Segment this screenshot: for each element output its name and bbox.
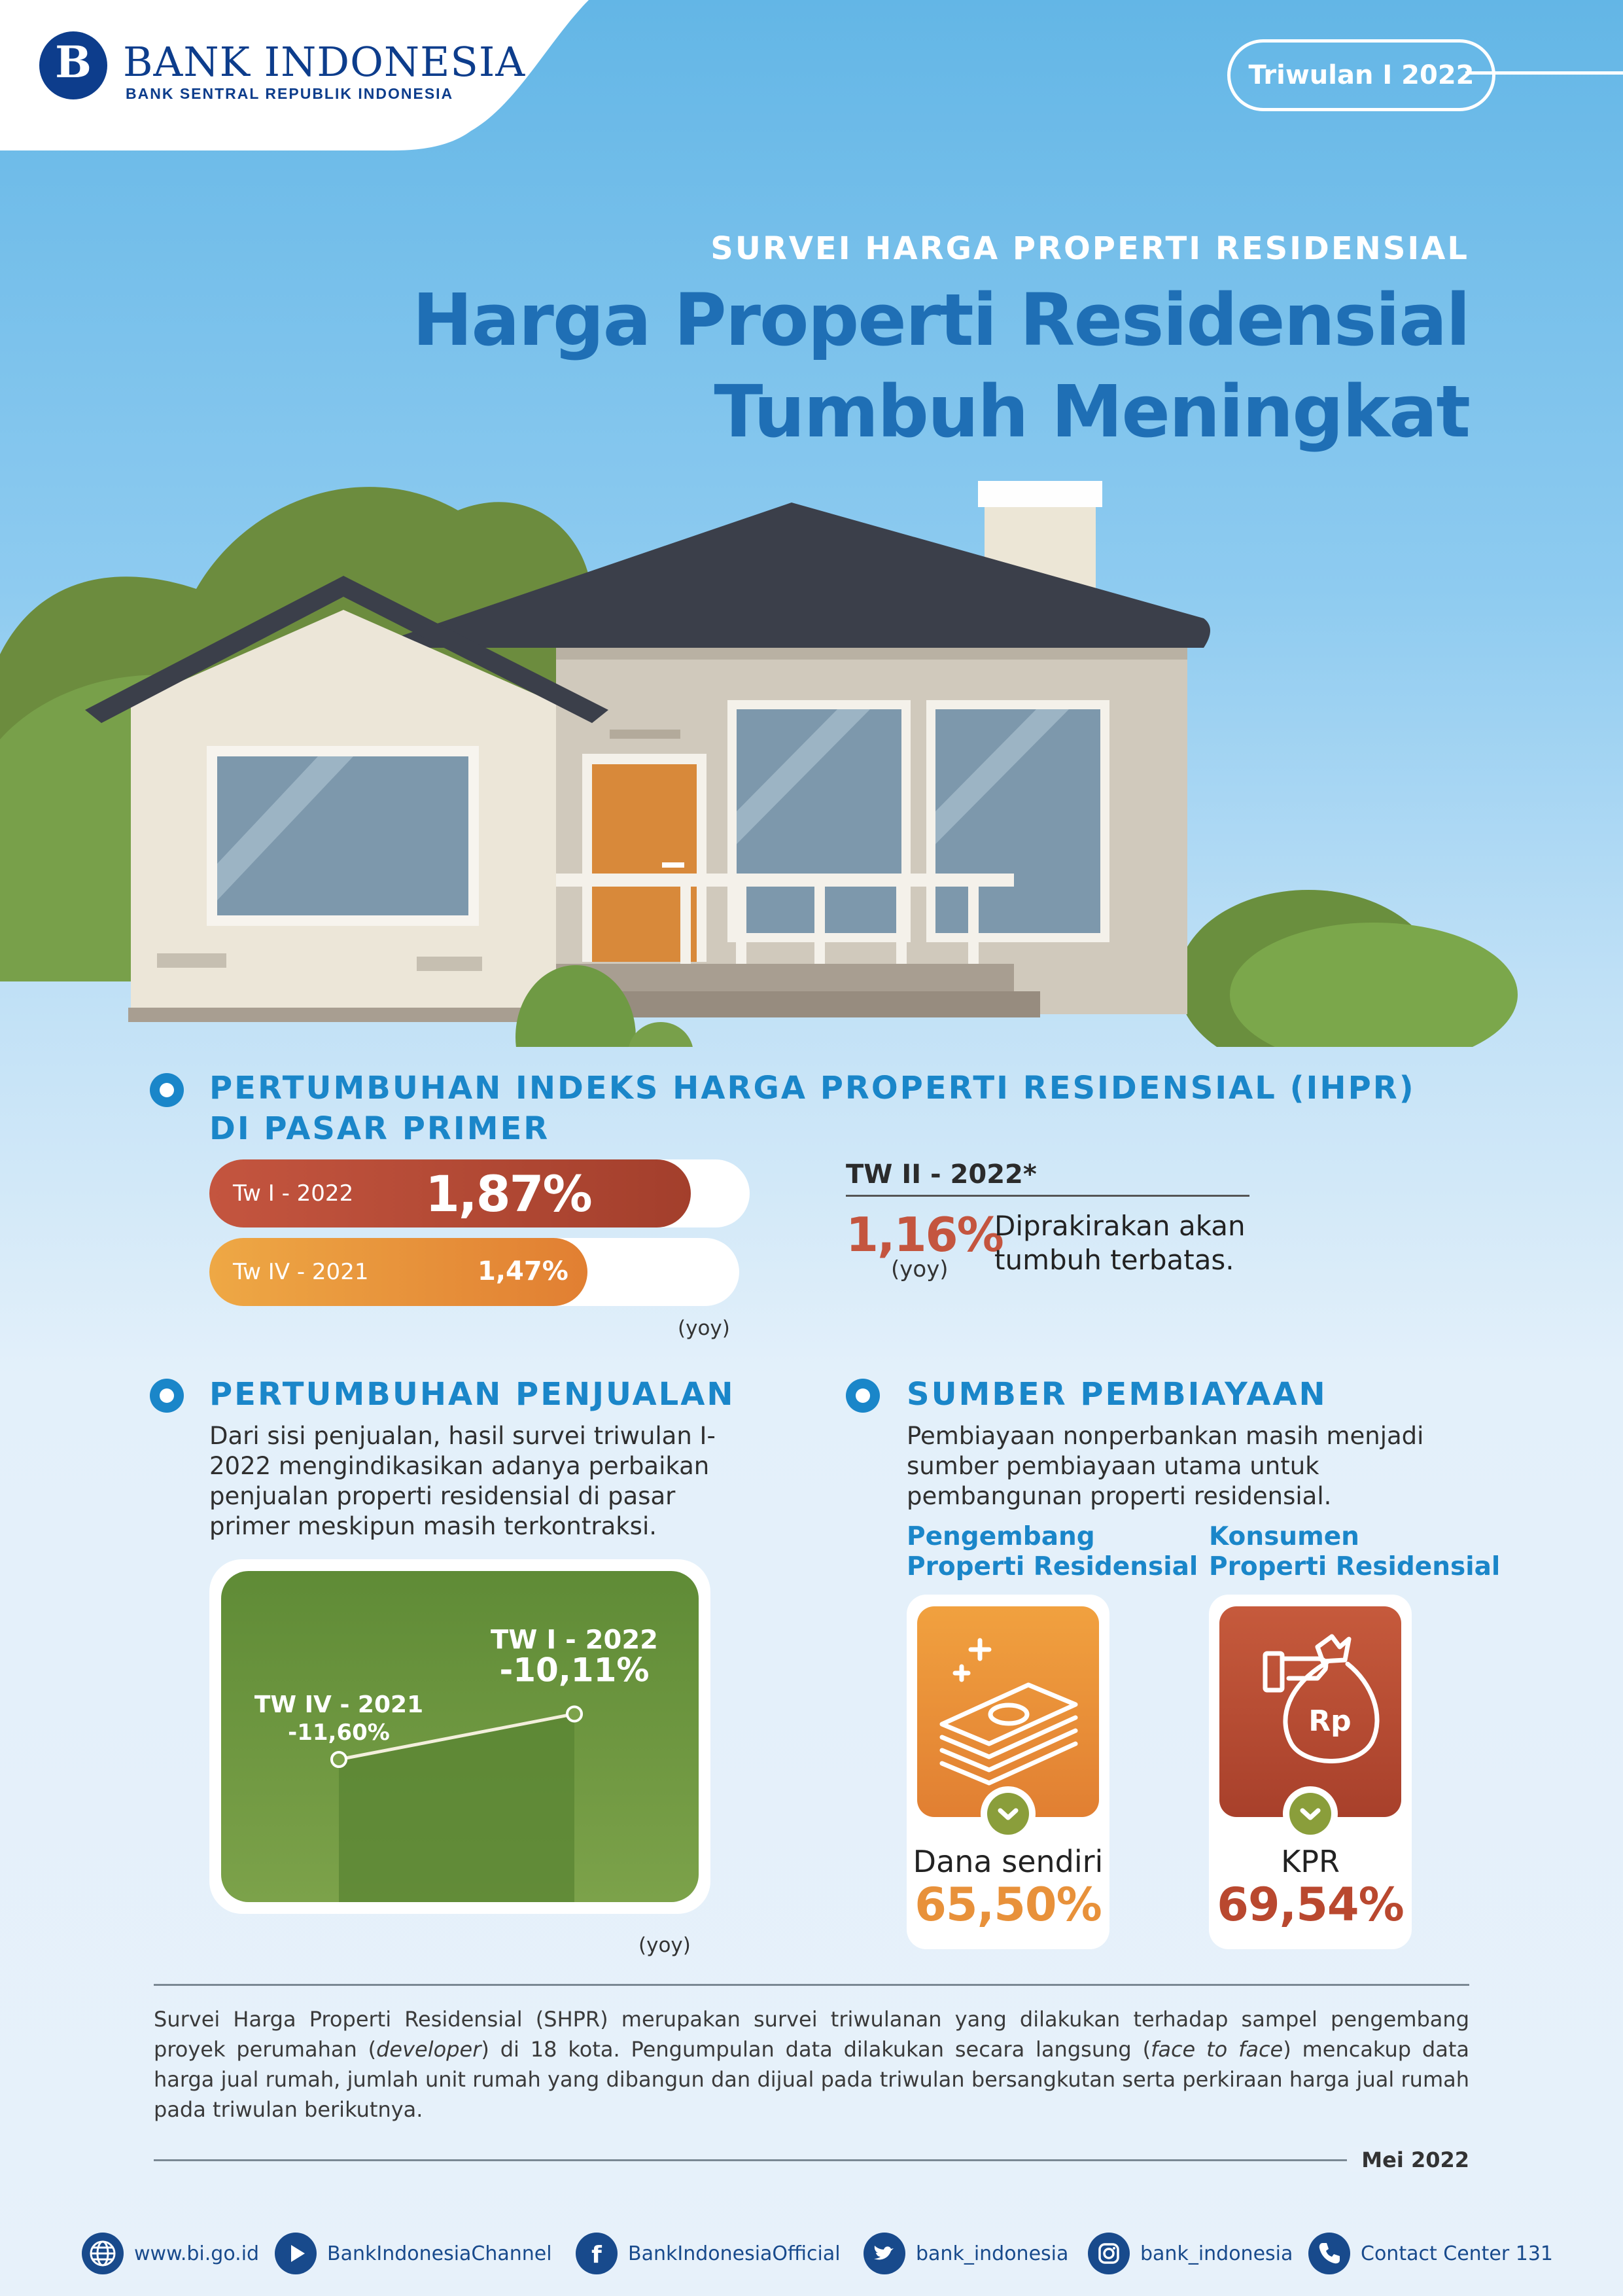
developer-head-line-1: Pengembang bbox=[907, 1522, 1095, 1551]
ihpr-bar-label: Tw IV - 2021 bbox=[233, 1259, 369, 1285]
ihpr-title-line-1: PERTUMBUHAN INDEKS HARGA PROPERTI RESIDENSIAL (IHPR) bbox=[209, 1070, 1416, 1106]
sales-category-label: TW I - 2022 bbox=[491, 1625, 658, 1655]
period-badge: Triwulan I 2022 bbox=[1227, 39, 1495, 111]
sales-value-label: -11,60% bbox=[288, 1720, 390, 1746]
ihpr-bar-value: 1,47% bbox=[478, 1256, 568, 1286]
youtube-link[interactable] bbox=[275, 2231, 552, 2276]
consumer-value: 69,54% bbox=[1217, 1878, 1404, 1932]
sales-text: Dari sisi penjualan, hasil survei triwulan I-2022 mengindikasikan adanya perbaikan penjualan properti residensial di pasar primer meskipun masih terkontraksi. bbox=[209, 1422, 716, 1540]
headline-line-1: Harga Properti Residensial bbox=[412, 278, 1469, 362]
section-bullet-icon bbox=[846, 1379, 880, 1413]
footnote: Survei Harga Properti Residensial (SHPR) merupakan survei triwulanan yang dilakukan terhadap sampel pengembang proyek perumahan (developer) di 18 kota. Pengumpulan data dilakukan secara langsung (face to face) mencakup data harga jual rumah, jumlah unit rumah yang dibangun dan dijual pada triwulan bersangkutan serta perkiraan harga jual rumah pada triwulan berikutnya. bbox=[154, 2007, 1470, 2122]
forecast-divider bbox=[846, 1195, 1249, 1197]
consumer-head-line-1: Konsumen bbox=[1209, 1522, 1359, 1551]
money-stack-icon bbox=[917, 1606, 1099, 1817]
headline-line-2: Tumbuh Meningkat bbox=[714, 370, 1469, 453]
svg-text:f: f bbox=[591, 2242, 602, 2269]
contact-text: Contact Center 131 bbox=[1361, 2242, 1554, 2265]
publish-date: Mei 2022 bbox=[1347, 2147, 1469, 2172]
forecast-unit: (yoy) bbox=[891, 1256, 949, 1282]
survey-label: SURVEI HARGA PROPERTI RESIDENSIAL bbox=[710, 230, 1469, 267]
bank-name: BANK INDONESIA bbox=[123, 38, 526, 86]
ihpr-bar-label: Tw I - 2022 bbox=[233, 1180, 354, 1207]
financing-text: Pembiayaan nonperbankan masih menjadi sumber pembiayaan utama untuk pembangunan properti residensial. bbox=[907, 1422, 1424, 1510]
facebook-icon bbox=[576, 2233, 618, 2274]
facebook-text: BankIndonesiaOfficial bbox=[628, 2242, 841, 2265]
twitter-icon bbox=[864, 2233, 905, 2274]
phone-icon bbox=[1308, 2233, 1350, 2274]
bank-subtitle: BANK SENTRAL REPUBLIK INDONESIA bbox=[126, 85, 454, 102]
developer-head-line-2: Properti Residensial bbox=[907, 1552, 1198, 1581]
section-bullet-icon bbox=[150, 1379, 184, 1413]
financing-title: SUMBER PEMBIAYAAN bbox=[907, 1376, 1327, 1413]
ihpr-bar-track bbox=[209, 1238, 739, 1306]
globe-icon bbox=[82, 2233, 124, 2274]
facebook-link[interactable] bbox=[576, 2231, 841, 2276]
play-icon bbox=[275, 2233, 317, 2274]
forecast-value: 1,16% bbox=[846, 1207, 1003, 1262]
sales-point bbox=[332, 1752, 346, 1767]
twitter-link[interactable] bbox=[864, 2231, 1068, 2276]
sales-chart bbox=[221, 1571, 699, 1902]
divider bbox=[154, 2159, 1469, 2161]
house-illustration bbox=[0, 458, 1623, 1047]
ihpr-bar-value: 1,87% bbox=[425, 1165, 591, 1223]
website-text: www.bi.go.id bbox=[134, 2242, 260, 2265]
website-link[interactable] bbox=[82, 2231, 259, 2276]
developer-label: Dana sendiri bbox=[913, 1844, 1104, 1879]
twitter-text: bank_indonesia bbox=[916, 2242, 1069, 2265]
instagram-text: bank_indonesia bbox=[1140, 2242, 1293, 2265]
sales-unit: (yoy) bbox=[638, 1934, 691, 1957]
divider bbox=[154, 1984, 1469, 1986]
sales-value-label: -10,11% bbox=[499, 1651, 650, 1689]
consumer-head-line-2: Properti Residensial bbox=[1209, 1552, 1501, 1581]
ihpr-unit: (yoy) bbox=[678, 1316, 730, 1340]
chevron-down-icon bbox=[981, 1786, 1036, 1841]
instagram-link[interactable] bbox=[1088, 2231, 1293, 2276]
youtube-text: BankIndonesiaChannel bbox=[327, 2242, 552, 2265]
sales-point bbox=[567, 1706, 582, 1721]
ihpr-bar-track bbox=[209, 1159, 750, 1227]
instagram-icon bbox=[1088, 2233, 1130, 2274]
ihpr-title-line-2: DI PASAR PRIMER bbox=[209, 1110, 550, 1147]
chevron-down-icon bbox=[1283, 1786, 1338, 1841]
developer-value: 65,50% bbox=[915, 1878, 1102, 1932]
money-bag-icon bbox=[1219, 1606, 1401, 1817]
forecast-period: TW II - 2022* bbox=[846, 1159, 1037, 1190]
bank-logo-icon: B bbox=[39, 31, 107, 99]
logo-area bbox=[0, 0, 589, 150]
sales-title: PERTUMBUHAN PENJUALAN bbox=[209, 1376, 735, 1413]
contact-center-link[interactable] bbox=[1308, 2231, 1553, 2276]
consumer-label: KPR bbox=[1281, 1844, 1340, 1879]
rupiah-symbol: Rp bbox=[1308, 1704, 1352, 1738]
sales-category-label: TW IV - 2021 bbox=[254, 1691, 424, 1718]
forecast-note: Diprakirakan akan tumbuh terbatas. bbox=[994, 1210, 1246, 1276]
section-bullet-icon bbox=[150, 1073, 184, 1107]
